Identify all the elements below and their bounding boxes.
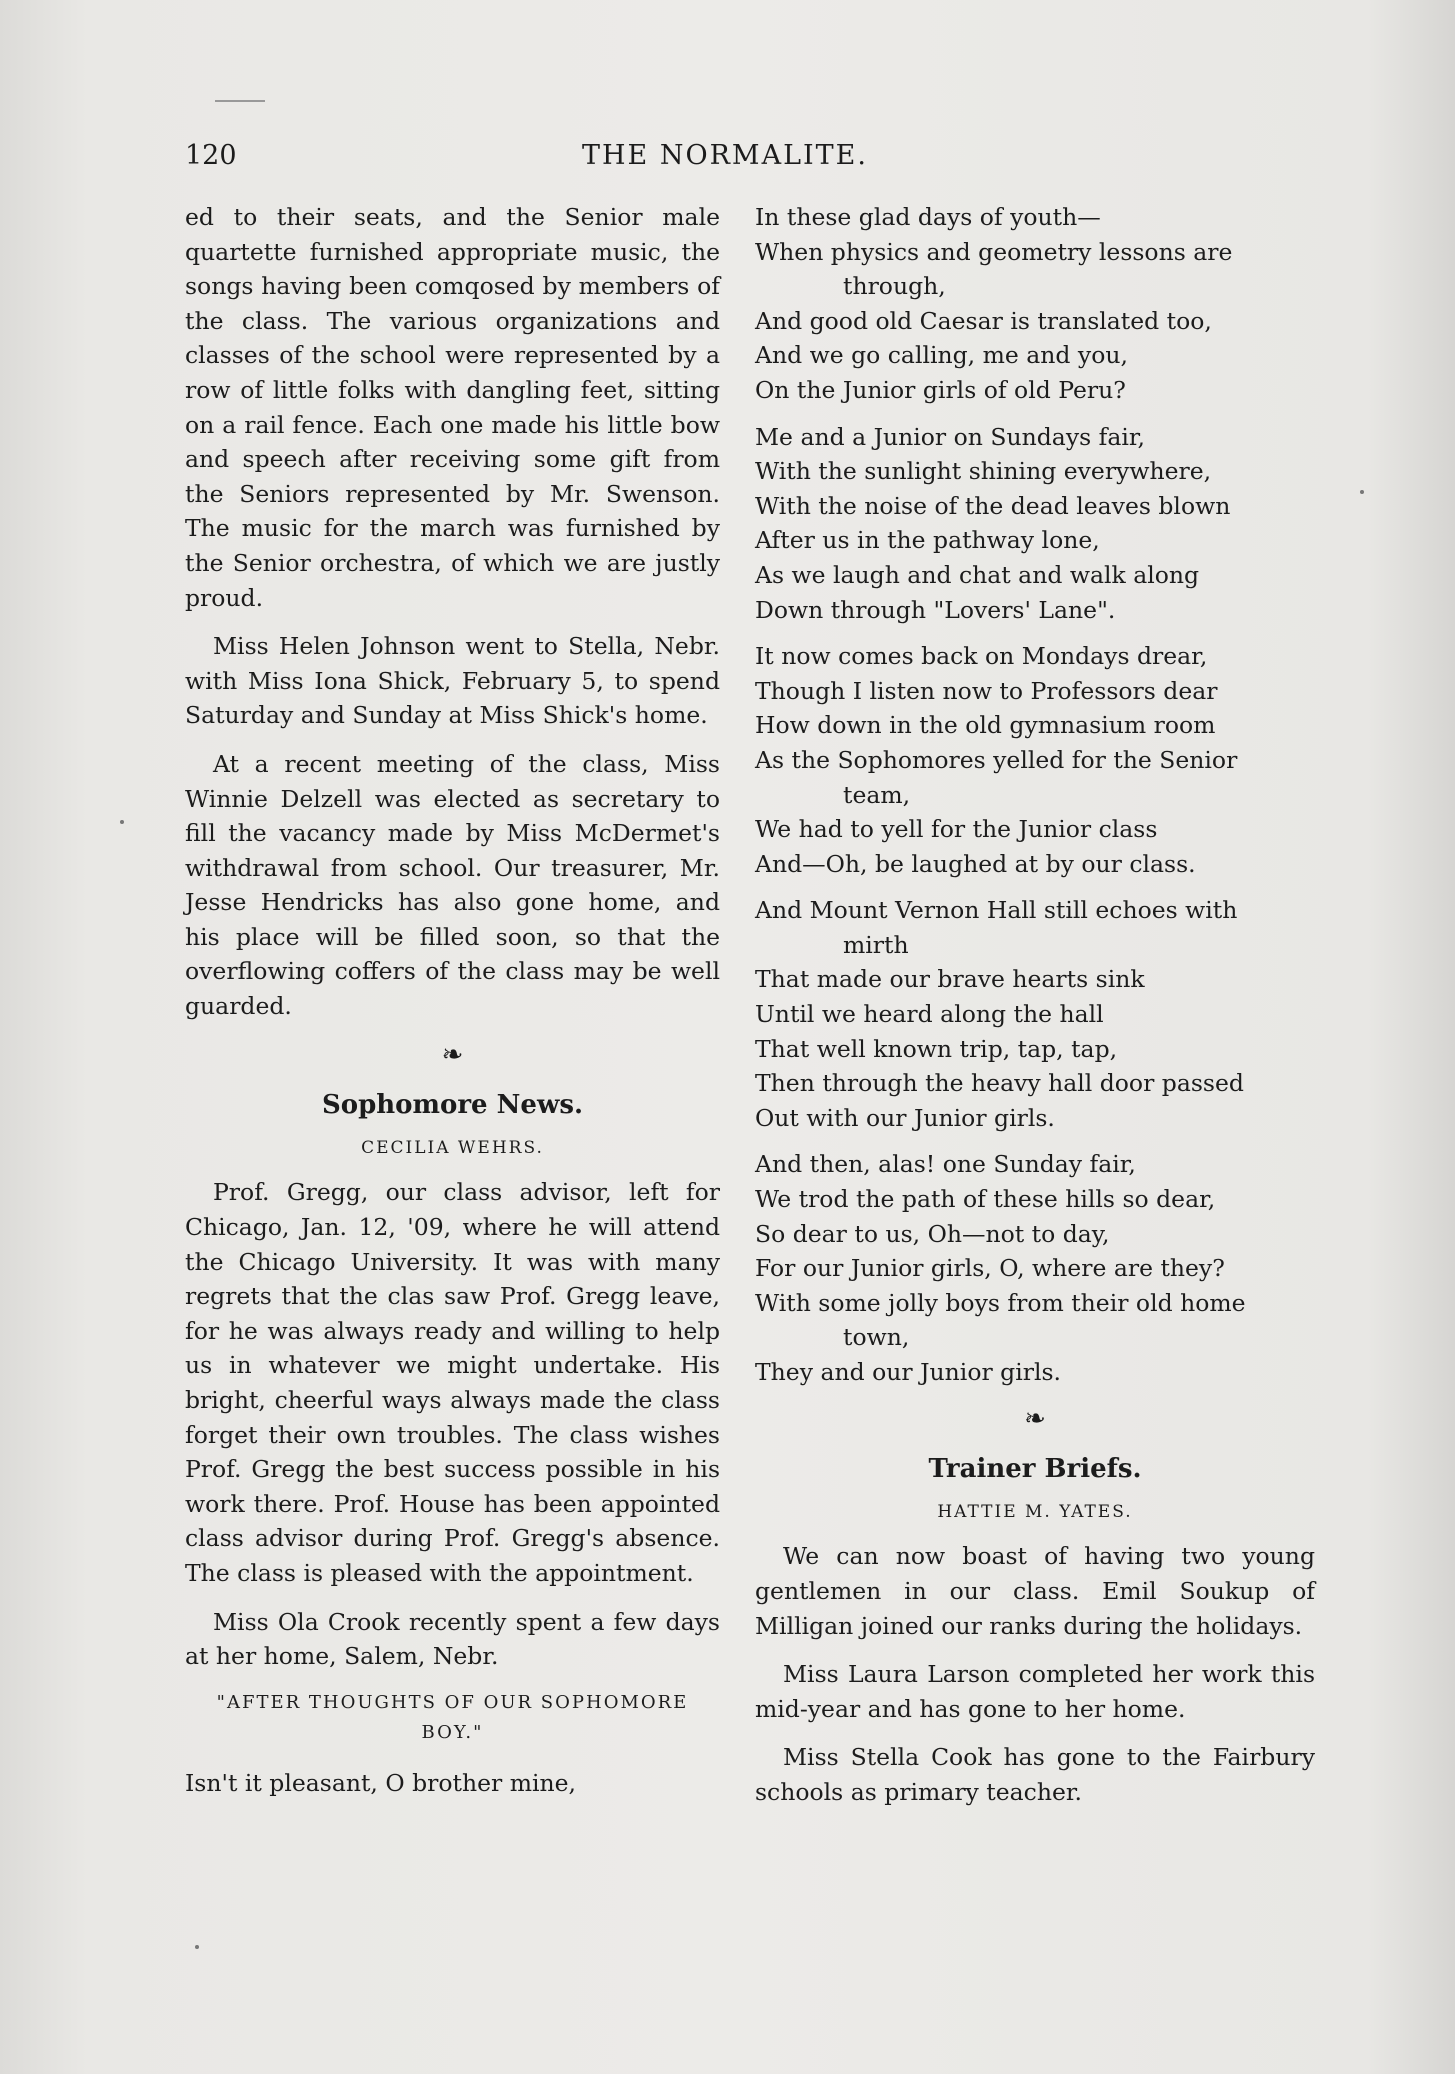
poem-line: They and our Junior girls.: [755, 1358, 1062, 1386]
poem-line: And then, alas! one Sunday fair,: [755, 1150, 1136, 1179]
poem-line: And Mount Vernon Hall still echoes with: [755, 896, 1238, 925]
poem-line: Until we heard along the hall: [755, 1000, 1104, 1029]
sophomore-news-heading: Sophomore News.: [321, 1090, 584, 1121]
poem-line: mirth: [843, 930, 909, 959]
poem-line: And we go calling, me and you,: [755, 341, 1128, 370]
poem-line: Down through "Lovers' Lane".: [755, 595, 1116, 624]
poem-line: When physics and geometry lessons are: [755, 237, 1233, 266]
poem-line: through,: [843, 272, 946, 301]
scan-speck: [120, 820, 124, 824]
scan-mark: [215, 100, 265, 102]
leaf-ornament-icon: ❧: [1024, 1403, 1046, 1434]
poem-stanza: [755, 1147, 1315, 1389]
poem-title: "AFTER THOUGHTS OF OUR SOPHOMORE BOY.": [216, 1691, 689, 1743]
poem-line: As the Sophomores yelled for the Senior: [755, 745, 1238, 774]
poem-line: With some jolly boys from their old home: [755, 1288, 1246, 1317]
trainer-briefs-byline: HATTIE M. YATES.: [937, 1501, 1133, 1522]
class-meeting-paragraph: At a recent meeting of the class, Miss Winnie Delzell was elected as secretary to fill the vacancy made by Miss McDermet's withdrawal from school. Our treasurer, Mr. Jesse Hendricks has also gone home, and his place will be filled soon, so that the overflowing coffers of the class may be well guarded.: [185, 749, 720, 1021]
poem-line: That made our brave hearts sink: [755, 965, 1145, 994]
poem-first-line: Isn't it pleasant, O brother mine,: [185, 1768, 577, 1797]
scan-speck: [1360, 490, 1364, 494]
poem-line: We trod the path of these hills so dear,: [755, 1185, 1216, 1214]
stella-cook-paragraph: Miss Stella Cook has gone to the Fairbury schools as primary teacher.: [755, 1743, 1315, 1806]
poem-line: So dear to us, Oh—not to day,: [755, 1219, 1110, 1248]
poem-line: It now comes back on Mondays drear,: [755, 642, 1208, 671]
poem-line: And—Oh, be laughed at by our class.: [755, 849, 1196, 878]
poem-line: town,: [843, 1323, 910, 1352]
poem-line: Though I listen now to Professors dear: [755, 676, 1218, 705]
running-title: THE NORMALITE.: [582, 140, 868, 171]
ola-crook-paragraph: Miss Ola Crook recently spent a few days at her home, Salem, Nebr.: [185, 1607, 720, 1671]
prof-gregg-paragraph: Prof. Gregg, our class advisor, left for Chicago, Jan. 12, '09, where he will attend the Chicago University. It was with many regrets that the clas saw Prof. Gregg leave, for he was always ready and willing to help us in whatever we might undertake. His bright, cheerful ways always made the class forget their own troubles. The class wishes Prof. Gregg the best success possible in his work there. Prof. House has been appointed class advisor during Prof. Gregg's absence. The class is pleased with the appointment.: [185, 1178, 720, 1587]
page-number: 120: [185, 140, 237, 171]
leaf-ornament-icon: ❧: [441, 1039, 464, 1070]
poem-line: And good old Caesar is translated too,: [755, 306, 1212, 335]
poem-line: We had to yell for the Junior class: [755, 815, 1158, 844]
sophomore-news-byline: CECILIA WEHRS.: [361, 1137, 544, 1158]
poem-line: After us in the pathway lone,: [755, 526, 1100, 555]
poem-stanza: [755, 200, 1315, 408]
left-column: [185, 200, 720, 1800]
scan-speck: [195, 1945, 199, 1949]
poem-stanza: [755, 639, 1315, 881]
trainer-briefs-heading: Trainer Briefs.: [928, 1454, 1142, 1485]
poem-line: On the Junior girls of old Peru?: [755, 375, 1126, 404]
poem-line: That well known trip, tap, tap,: [755, 1034, 1118, 1063]
poem-line: Out with our Junior girls.: [755, 1103, 1055, 1132]
poem-line: With the sunlight shining everywhere,: [755, 457, 1212, 486]
poem-line: With the noise of the dead leaves blown: [755, 491, 1231, 520]
poem-line: In these glad days of youth—: [755, 203, 1101, 231]
poem-line: team,: [843, 780, 911, 809]
laura-larson-paragraph: Miss Laura Larson completed her work this mid-year and has gone to her home.: [755, 1660, 1315, 1723]
page-header: [185, 140, 1265, 180]
poem-line: For our Junior girls, O, where are they?: [755, 1254, 1225, 1283]
poem-stanza: [755, 420, 1315, 628]
right-column: [755, 200, 1315, 1824]
poem-line: Then through the heavy hall door passed: [755, 1069, 1244, 1098]
poem-line: As we laugh and chat and walk along: [755, 560, 1200, 589]
two-gentlemen-paragraph: We can now boast of having two young gentlemen in our class. Emil Soukup of Milligan joined our ranks during the holidays.: [755, 1542, 1315, 1640]
helen-johnson-paragraph: Miss Helen Johnson went to Stella, Nebr. with Miss Iona Shick, February 5, to spend Saturday and Sunday at Miss Shick's home.: [185, 632, 720, 730]
poem-line: How down in the old gymnasium room: [755, 711, 1216, 740]
poem-stanza: [755, 893, 1315, 1135]
senior-program-paragraph: ed to their seats, and the Senior male quartette furnished appropriate music, the songs having been comqosed by members of the class. The various organizations and classes of the school were represented by a row of little folks with dangling feet, sitting on a rail fence. Each one made his little bow and speech after receiving some gift from the Seniors represented by Mr. Swenson. The music for the march was furnished by the Senior orchestra, of which we are justly proud.: [185, 203, 720, 612]
poem-line: Me and a Junior on Sundays fair,: [755, 422, 1145, 451]
